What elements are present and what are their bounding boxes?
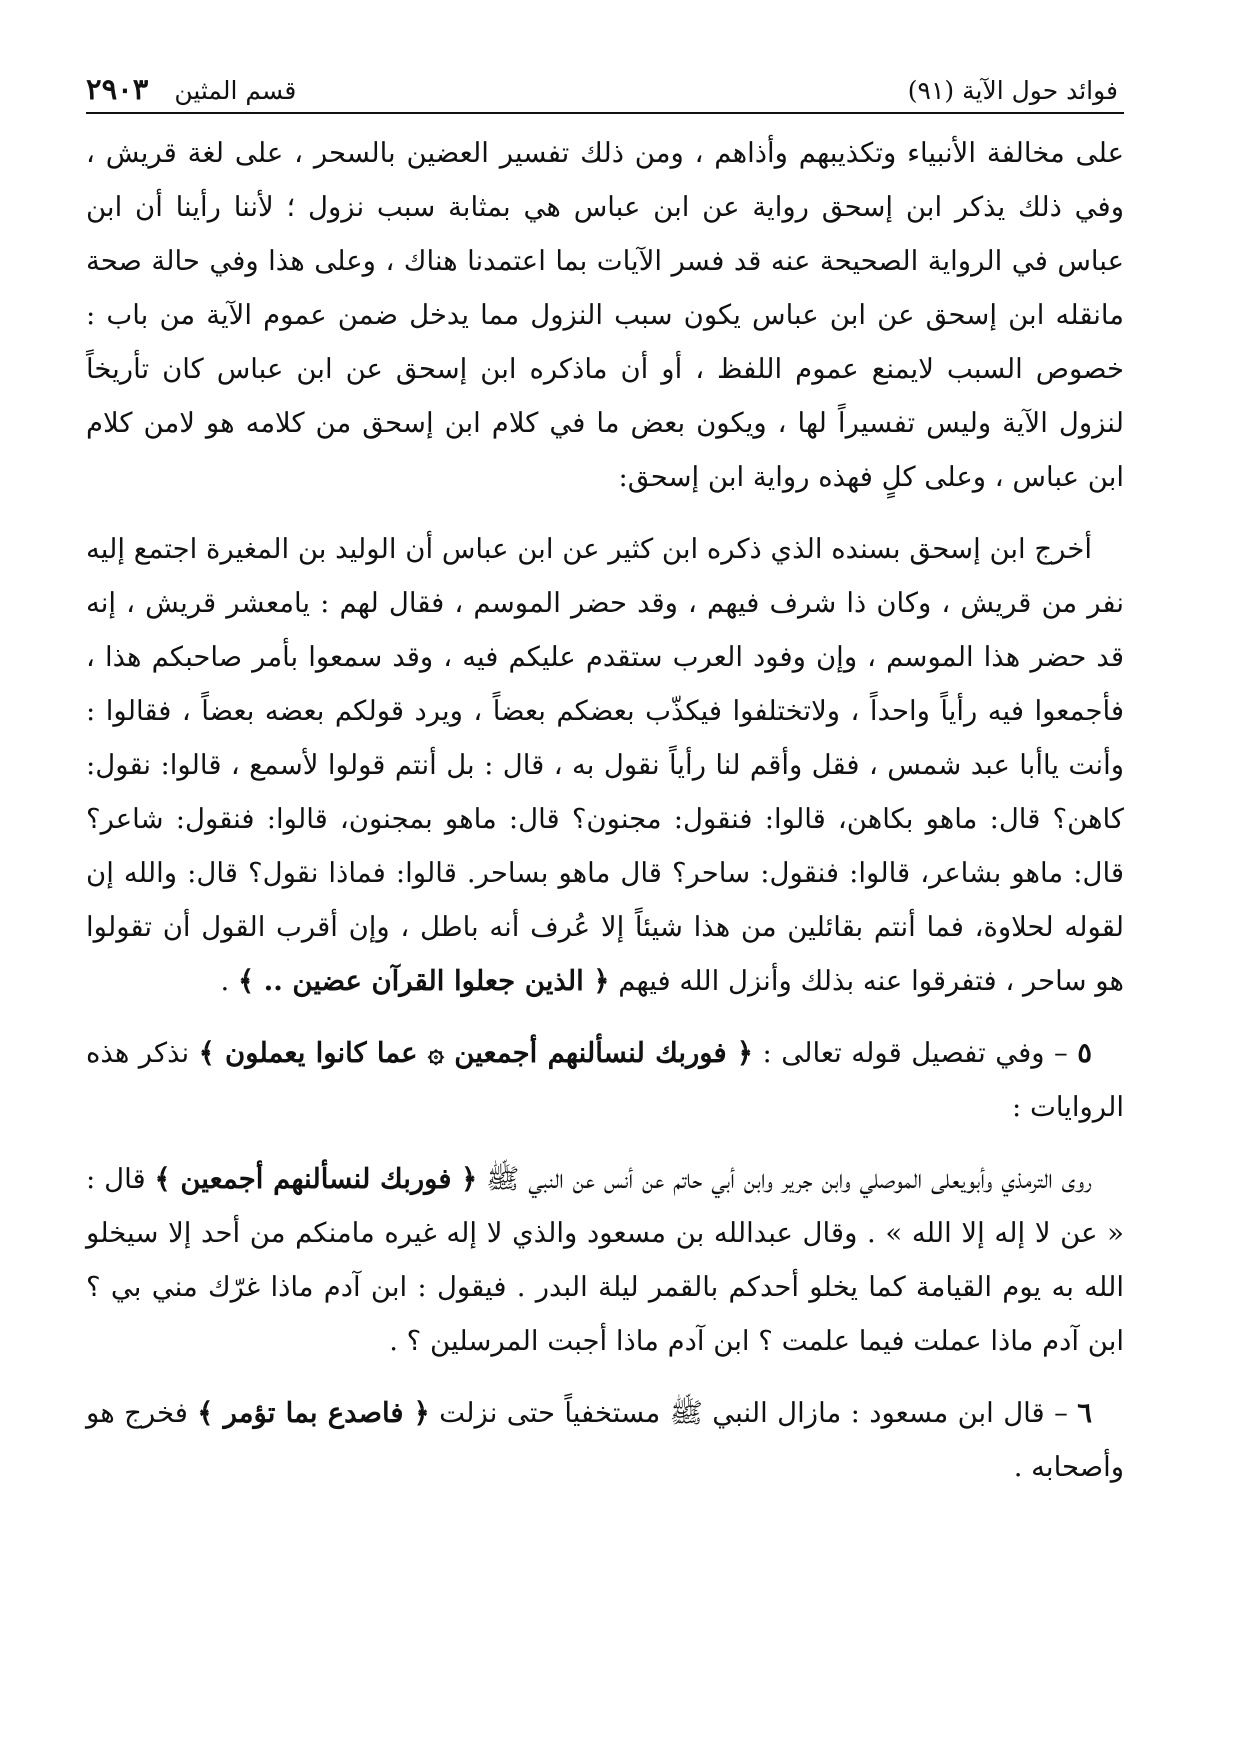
header-title: فوائد حول الآية (٩١) [907, 76, 1118, 105]
narration-tail: قال : « عن لا إله إلا الله » . وقال عبدالله بن مسعود والذي لا إله غيره مامنكم من أحد إلا سيخلو الله به يوم القيامة كما يخلو أحدكم بالقمر ليلة البدر . فيقول : ابن آدم ماذا غرّك مني بي ؟ ابن آدم ماذا عملت فيما علمت ؟ ابن آدم ماذا أجبت المرسلين ؟ . [86, 1163, 1124, 1357]
point-lead: – وفي تفصيل قوله تعالى : [753, 1037, 1078, 1069]
page-number: ٢٩٠٣ [86, 72, 149, 106]
point-lead: – قال ابن مسعود : مازال النبي ﷺ مستخفياً حتى نزلت [429, 1397, 1078, 1429]
running-header [86, 72, 1124, 114]
point-number: ٥ [1077, 1037, 1092, 1069]
narration-end: . [220, 965, 238, 997]
quran-quote: ﴿ الذين جعلوا القرآن عضين .. ﴾ [237, 965, 610, 997]
paragraph-intro: على مخالفة الأنبياء وتكذيبهم وأذاهم ، ومن ذلك تفسير العضين بالسحر ، على لغة قريش ، وفي ذلك يذكر ابن إسحق رواية عن ابن عباس هي بمثابة سبب نزول ؛ لأننا رأينا أن ابن عباس في الرواية الصحيحة عنه قد فسر الآيات بما اعتمدنا هناك ، وعلى هذا وفي حالة صحة مانقله ابن إسحق عن ابن عباس يكون سبب النزول مما يدخل ضمن عموم الآية من باب : خصوص السبب لايمنع عموم اللفظ ، أو أن ماذكره ابن إسحق عن ابن عباس كان تأريخاً لنزول الآية وليس تفسيراً لها ، ويكون بعض ما في كلام ابن إسحق من كلامه هو لامن كلام ابن عباس ، وعلى كلٍ فهذه رواية ابن إسحق: [86, 137, 1124, 493]
quran-quote: ﴿ فوربك لنسألنهم أجمعين ﴾ [154, 1163, 478, 1195]
narration-lead: روى الترمذي وأبويعلى الموصلي وابن جرير وابن أبي حاتم عن أنس عن النبي ﷺ [477, 1163, 1092, 1195]
paragraph-ibn-ishaq-narration [86, 522, 1124, 1008]
page-body [86, 126, 1124, 1494]
header-left-group [86, 72, 296, 106]
section-name: قسم المثين [174, 76, 297, 105]
quran-quote: ﴿ فاصدع بما تؤمر ﴾ [197, 1397, 430, 1429]
paragraph-point-5 [86, 1026, 1124, 1134]
quran-quote: ﴿ فوربك لنسألنهم أجمعين ۞ عما كانوا يعملون ﴾ [198, 1037, 754, 1069]
paragraph-tirmidhi-narration [86, 1152, 1124, 1368]
point-tail: نذكر هذه الروايات : [86, 1037, 1124, 1123]
paragraph-point-6 [86, 1386, 1124, 1494]
point-number: ٦ [1077, 1397, 1092, 1429]
narration-text: أخرج ابن إسحق بسنده الذي ذكره ابن كثير عن ابن عباس أن الوليد بن المغيرة اجتمع إليه نفر من قريش ، وكان ذا شرف فيهم ، وقد حضر الموسم ، فقال لهم : يامعشر قريش ، إنه قد حضر هذا الموسم ، وإن وفود العرب ستقدم عليكم فيه ، وقد سمعوا بأمر صاحبكم هذا ، فأجمعوا فيه رأياً واحداً ، ولاتختلفوا فيكذّب بعضكم بعضاً ، ويرد قولكم بعضه بعضاً ، فقالوا : وأنت ياأبا عبد شمس ، فقل وأقم لنا رأياً نقول به ، قال : بل أنتم قولوا لأسمع ، قالوا: نقول: كاهن؟ قال: ماهو بكاهن، قالوا: فنقول: مجنون؟ قال: ماهو بمجنون، قالوا: فنقول: شاعر؟ قال: ماهو بشاعر، قالوا: فنقول: ساحر؟ قال ماهو بساحر. قالوا: فماذا نقول؟ قال: والله إن لقوله لحلاوة، فما أنتم بقائلين من هذا شيئاً إلا عُرف أنه باطل ، وإن أقرب القول أن تقولوا هو ساحر ، فتفرقوا عنه بذلك وأنزل الله فيهم [86, 533, 1124, 997]
point-tail: فخرج هو وأصحابه . [86, 1397, 1124, 1483]
